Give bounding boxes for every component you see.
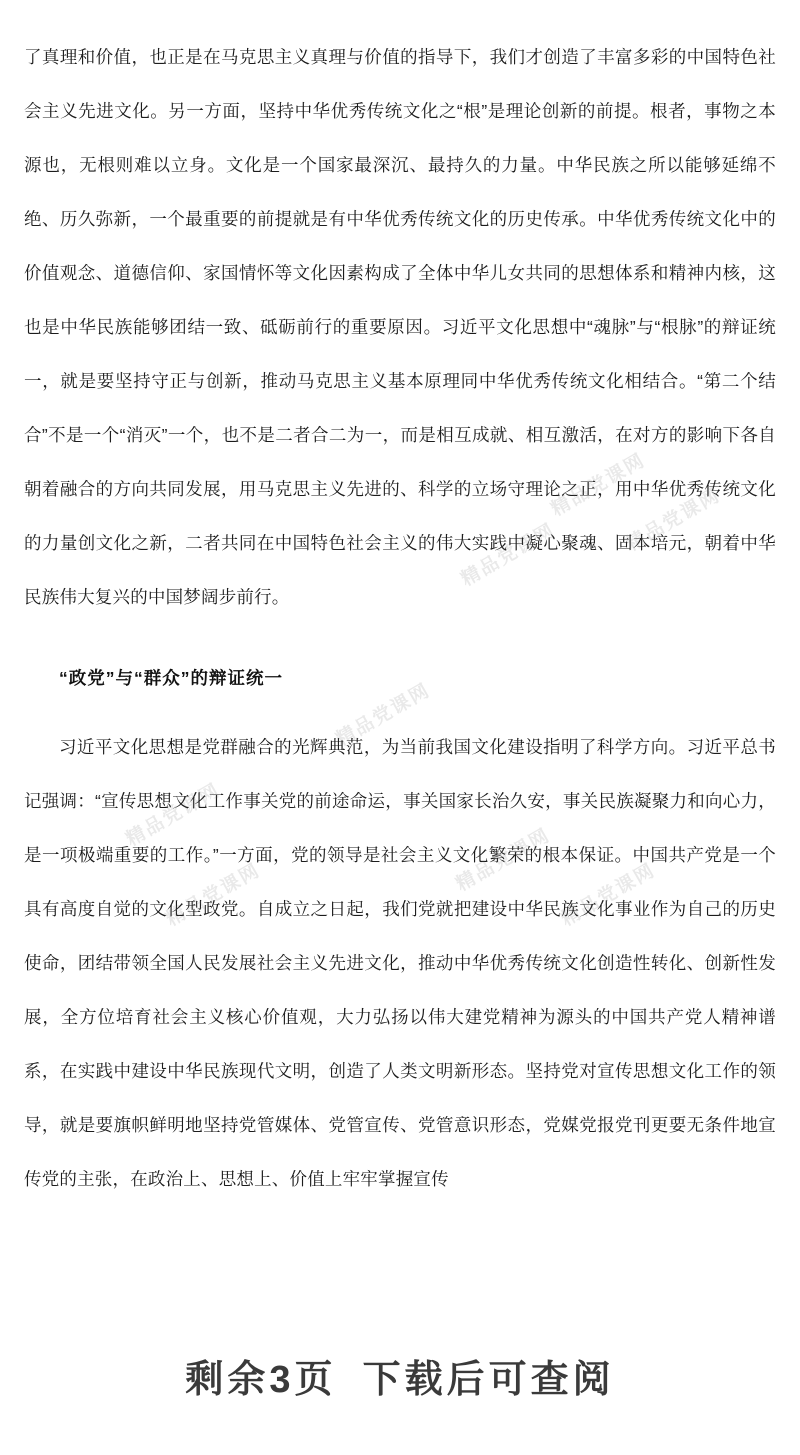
download-hint-label: 下载后可查阅 bbox=[362, 1358, 615, 1401]
banner-text-group bbox=[185, 1348, 614, 1403]
watermark-text: 精品党课网 bbox=[457, 519, 560, 591]
paragraph: 了真理和价值，也正是在马克思主义真理与价值的指导下，我们才创造了丰富多彩的中国特色社会主义先进文化。另一方面，坚持中华优秀传统文化之“根”是理论创新的前提。根者，事物之本源也，无根则难以立身。文化是一个国家最深沉、最持久的力量。中华民族之所以能够延绵不绝、历久弥新，一个最重要的前提就是有中华优秀传统文化的历史传承。中华优秀传统文化中的价值观念、道德信仰、家国情怀等文化因素构成了全体中华儿女共同的思想体系和精神内核，这也是中华民族能够团结一致、砥砺前行的重要原因。习近平文化思想中“魂脉”与“根脉”的辩证统一，就是要坚持守正与创新，推动马克思主义基本原理同中华优秀传统文化相结合。“第二个结合”不是一个“消灭”一个，也不是二者合二为一，而是相互成就、相互激活，在对方的影响下各自朝着融合的方向共同发展，用马克思主义先进的、科学的立场守理论之正，用中华优秀传统文化的力量创文化之新，二者共同在中国特色社会主义的伟大实践中凝心聚魂、固本培元，朝着中华民族伟大复兴的中国梦阔步前行。 bbox=[24, 47, 776, 607]
download-banner[interactable] bbox=[0, 1295, 800, 1455]
watermark-text: 精品党课网 bbox=[547, 449, 650, 521]
watermark-text: 精品党课网 bbox=[332, 679, 435, 751]
paragraph: 习近平文化思想是党群融合的光辉典范，为当前我国文化建设指明了科学方向。习近平总书记强调：“宣传思想文化工作事关党的前途命运，事关国家长治久安，事关民族凝聚力和向心力，是一项极端重要的工作。”一方面，党的领导是社会主义文化繁荣的根本保证。中国共产党是一个具有高度自觉的文化型政党。自成立之日起，我们党就把建设中华民族文化事业作为自己的历史使命，团结带领全国人民发展社会主义先进文化，推动中华优秀传统文化创造性转化、创新性发展，全方位培育社会主义核心价值观，大力弘扬以伟大建党精神为源头的中国共产党人精神谱系，在实践中建设中华民族现代文明，创造了人类文明新形态。坚持党对宣传思想文化工作的领导，就是要旗帜鲜明地坚持党管媒体、党管宣传、党管意识形态，党媒党报党刊更要无条件地宣传党的主张，在政治上、思想上、价值上牢牢掌握宣传 bbox=[24, 737, 776, 1189]
watermark-text: 精品党课网 bbox=[162, 859, 265, 931]
remaining-pages-label: 剩余3页 bbox=[185, 1358, 337, 1401]
watermark-text: 精品党课网 bbox=[452, 824, 555, 896]
watermark-text: 精品党课网 bbox=[557, 859, 660, 931]
document-body bbox=[24, 30, 776, 1206]
watermark-text: 精品党课网 bbox=[122, 779, 225, 851]
section-heading: “政党”与“群众”的辩证统一 bbox=[59, 668, 283, 688]
watermark-text: 精品党课网 bbox=[622, 484, 725, 556]
